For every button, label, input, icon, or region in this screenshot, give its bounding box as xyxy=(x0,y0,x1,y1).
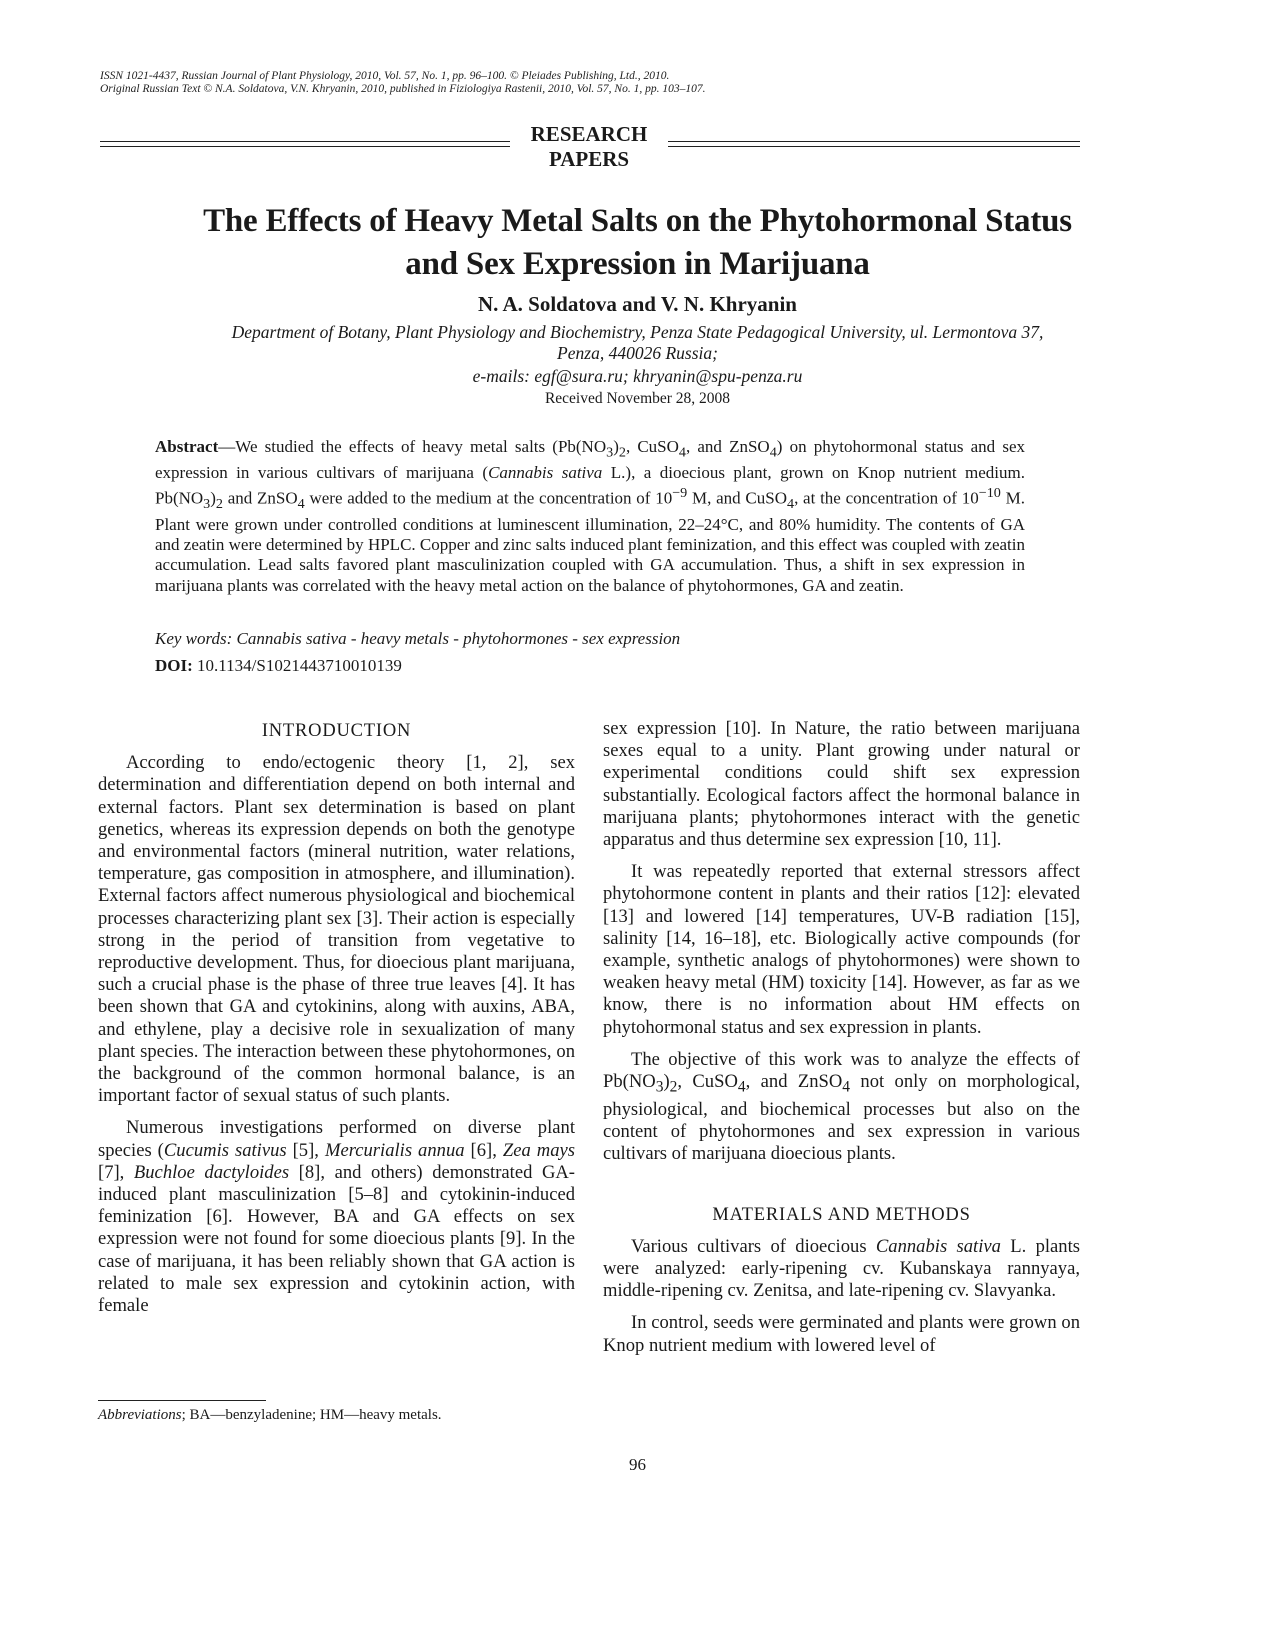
footnote-rule xyxy=(98,1400,266,1401)
subscript: 3 xyxy=(655,1078,664,1096)
doi xyxy=(155,656,1025,676)
section-title xyxy=(510,122,668,172)
subscript: 2 xyxy=(215,496,223,513)
subscript: 3 xyxy=(606,444,614,461)
superscript: −10 xyxy=(978,485,1001,502)
abstract-text: —We studied the effects of heavy metal salts (Pb(NO xyxy=(218,437,607,456)
paragraph-text: Numerous investigations performed on diverse plant species ( xyxy=(98,1117,575,1161)
footnote-text: ; BA—benzyladenine; HM—heavy metals. xyxy=(181,1407,442,1423)
paragraph-text: , and ZnSO xyxy=(745,1071,843,1093)
subscript: 3 xyxy=(203,496,211,513)
abstract-text: were added to the medium at the concentration of 10 xyxy=(304,488,673,508)
section-rule-right xyxy=(668,141,1080,147)
abstract: Abstract—We studied the effects of heavy metal salts ($Pb(NO_3)_2$, CuSO$_4$, and ZnSO$_4$) on phytohormonal status and sex expression in various cultivars of marijuana (Cannabis sativa L.), a dioecious plant, grown on Knop nutrient medium. $Pb(NO_3)_2$ and ZnSO$_4$ were added to the medium at the concentration of $10^{-9}$ M, and CuSO$_4$, at the concentration of $10^{-10}$ M. Plant were grown under controlled conditions at luminescent illumination, 22–24°C, and 80% humidity. The contents of GA and zeatin were determined by HPLC. Copper and zinc salts induced plant feminization, and this effect was coupled with zeatin accumulation. Lead salts favored plant masculinization coupled with GA accumulation. Thus, a shift in sex expression in marijuana plants was correlated with the heavy metal action on the balance of phytohormones, GA and zeatin. xyxy=(155,437,1025,595)
abstract-text: L.), a dioecious plant, grown on Knop nutrient medium. Pb(NO xyxy=(155,462,1025,508)
introduction-heading: INTRODUCTION xyxy=(261,721,412,741)
species-name: Cucumis sativus xyxy=(163,1139,287,1161)
intro-paragraph-2 xyxy=(98,1117,575,1317)
subscript: 4 xyxy=(842,1078,851,1096)
paragraph-text: Various cultivars of dioecious xyxy=(631,1235,876,1257)
section-title-line-2: PAPERS xyxy=(548,147,630,171)
header-line-1: ISSN 1021-4437, Russian Journal of Plant Physiology, 2010, Vol. 57, No. 1, pp. 96–100. © Pleiades Publishing, Ltd., 2010. xyxy=(100,70,670,82)
header-line-2: Original Russian Text © N.A. Soldatova, V.N. Khryanin, 2010, published in Fiziologiya Rastenii, 2010, Vol. 57, No. 1, pp. 103–107. xyxy=(100,83,706,95)
superscript: −9 xyxy=(672,485,688,502)
subscript: 4 xyxy=(737,1078,746,1096)
subscript: 2 xyxy=(669,1078,678,1096)
doi-label: DOI: xyxy=(155,656,193,675)
subscript: 4 xyxy=(786,496,795,513)
paragraph-text: [7], xyxy=(98,1161,134,1183)
abstract-text: M, and CuSO xyxy=(687,488,787,508)
paper-title-line-2: and Sex Expression in Marijuana xyxy=(405,246,870,282)
subscript: 4 xyxy=(769,444,777,461)
abstract-text: ) on phytohormonal status and sex expression in various cultivars of marijuana ( xyxy=(155,437,1025,482)
subscript: 2 xyxy=(618,444,626,461)
doi-value[interactable]: 10.1134/S1021443710010139 xyxy=(192,656,402,675)
intro-paragraph-3: sex expression [10]. In Nature, the ratio between marijuana sexes equal to a unity. Plant growing under natural or experimental conditions could shift sex expression substantially. Ecological factors affect the hormonal balance in marijuana plants; phytohormones interact with the genetic apparatus and thus determine sex expression [10, 11]. xyxy=(603,718,1080,851)
paragraph-text: L. plants were analyzed: early-ripening cv. Kubanskaya rannyaya, middle-ripening cv. Zenitsa, and late-ripening cv. Slavyanka. xyxy=(603,1235,1080,1302)
abstract-text: and ZnSO xyxy=(223,488,298,508)
emails: e-mails: egf@sura.ru; khryanin@spu-penza.ru xyxy=(472,366,803,386)
abstract-text: and ZnSO xyxy=(697,437,770,456)
paper-title-line-1: The Effects of Heavy Metal Salts on the Phytohormonal Status xyxy=(203,203,1072,239)
keywords: Key words: Cannabis sativa - heavy metals - phytohormones - sex expression xyxy=(155,629,681,648)
affiliation-line-2: Penza, 440026 Russia; xyxy=(557,343,718,363)
subscript: 4 xyxy=(297,496,305,513)
species-name: Mercurialis annua xyxy=(324,1139,465,1161)
intro-paragraph-4: It was repeatedly reported that external stressors affect phytohormone content in plants and their ratios [12]: elevated [13] and lowered [14] temperatures, UV-B radiation [15], salinity [14, 16–18], etc. Biologically active compounds (for example, synthetic analogs of phytohormones) were shown to weaken heavy metal (HM) toxicity [14]. However, as far as we know, there is no information about HM effects on phytohormonal status and sex expression in plants. xyxy=(603,861,1080,1038)
paragraph-text: [5], xyxy=(286,1139,325,1161)
abstract-text: , CuSO xyxy=(625,437,679,456)
paper-title xyxy=(60,200,1215,286)
paragraph-text: , CuSO xyxy=(677,1071,738,1093)
paragraph-text: The objective of this work was to analyze the effects of Pb(NO xyxy=(603,1048,1080,1093)
received-date: Received November 28, 2008 xyxy=(544,390,731,407)
methods-paragraph-2: In control, seeds were germinated and plants were grown on Knop nutrient medium with lowered level of xyxy=(603,1312,1080,1356)
intro-paragraph-5: The objective of this work was to analyze the effects of $Pb(NO_3)_2$, CuSO$_4$, and ZnSO$_4$ not only on morphological, physiological, and biochemical processes but also on the content of phytohormones and sex expression in various cultivars of marijuana dioecious plants. xyxy=(603,1048,1080,1165)
species-name: Zea mays xyxy=(502,1139,575,1161)
journal-header xyxy=(100,70,705,96)
footnote-label: Abbreviations xyxy=(98,1407,182,1423)
section-rule-left xyxy=(100,141,510,147)
abstract-text: , at the concentration of 10 xyxy=(794,488,979,508)
page-number: 96 xyxy=(629,1455,646,1474)
species-name: Cannabis sativa xyxy=(875,1235,1001,1257)
methods-heading: MATERIALS AND METHODS xyxy=(712,1204,971,1225)
paragraph-text: not only on morphological, physiological, and biochemical processes but also on the content of phytohormones and sex expression in various cultivars of marijuana dioecious plants. xyxy=(603,1071,1080,1165)
species-name: Cannabis sativa xyxy=(488,462,603,482)
affiliation-line-1: Department of Botany, Plant Physiology and Biochemistry, Penza State Pedagogical University, ul. Lermontova 37, xyxy=(231,322,1044,342)
section-title-line-1: RESEARCH xyxy=(530,122,648,146)
left-column xyxy=(98,718,575,1317)
abstract-text: M. Plant were grown under controlled conditions at luminescent illumination, 22–24°C, and 80% humidity. The contents of GA and zeatin were determined by HPLC. Copper and zinc salts induced plant feminization, and this effect was coupled with zeatin accumulation. Lead salts favored plant masculinization coupled with GA accumulation. Thus, a shift in sex expression in marijuana plants was correlated with the heavy metal action on the balance of phytohormones, GA and zeatin. xyxy=(155,488,1025,595)
subscript: 4 xyxy=(678,444,686,461)
affiliation xyxy=(120,322,1155,364)
paragraph-text: [6], xyxy=(464,1139,503,1161)
abstract-label: Abstract xyxy=(155,437,219,456)
intro-paragraph-1: According to endo/ectogenic theory [1, 2], sex determination and differentiation depend on both internal and external factors. Plant sex determination is based on plant genetics, whereas its expression depends on both the genotype and environmental factors (mineral nutrition, water relations, temperature, gas composition in atmosphere, and illumination). External factors affect numerous physiological and biochemical processes characterizing plant sex [3]. Their action is especially strong in the period of transition from vegetative to reproductive development. Thus, for dioecious plant marijuana, such a crucial phase is the phase of three true leaves [4]. It has been shown that GA and cytokinins, along with auxins, ABA, and ethylene, play a decisive role in sexualization of many plant species. The interaction between these phytohormones, on the background of the common hormonal balance, is an important factor of sexual status of such plants. xyxy=(98,752,575,1107)
paragraph-text: [8], and others) demonstrated GA-induced plant masculinization [5–8] and cytokinin-induced feminization [6]. However, BA and GA effects on sex expression were not found for some dioecious plants [9]. In the case of marijuana, it has been reliably shown that GA action is related to male sex expression and cytokinin action, with female xyxy=(98,1161,575,1317)
species-name: Buchloe dactyloides xyxy=(133,1161,290,1183)
footnote xyxy=(98,1407,442,1424)
right-column xyxy=(603,718,1080,1357)
methods-paragraph-1 xyxy=(603,1236,1080,1303)
authors: N. A. Soldatova and V. N. Khryanin xyxy=(478,292,797,316)
